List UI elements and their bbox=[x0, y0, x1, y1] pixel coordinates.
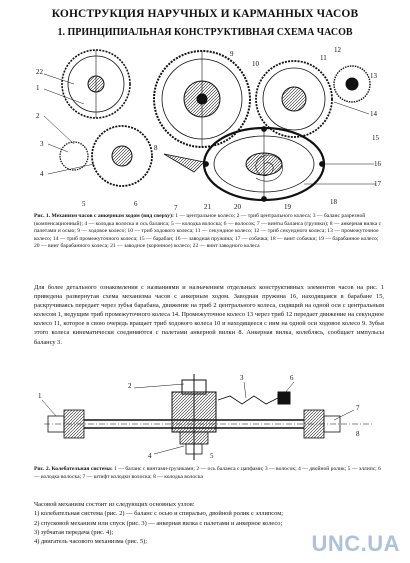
figure-2-balance-drawing bbox=[34, 370, 384, 462]
figure-1-mechanism-drawing bbox=[34, 44, 384, 212]
page-title: КОНСТРУКЦИЯ НАРУЧНЫХ И КАРМАННЫХ ЧАСОВ bbox=[51, 8, 359, 20]
watermark: UNC.UA bbox=[311, 531, 400, 556]
callout: 9 bbox=[230, 50, 234, 58]
callout: 21 bbox=[204, 203, 211, 211]
figure-1-caption-text: 1 — центральное колесо; 2 — триб центрального колеса; 3 — баланс разрезной (компенсационный); 4 — колодка волоска и ось баланса; 5 — колодка волоска; 6 — волосок; 7 — винты баланса (грузики); 8 — анкерная вилка с палетами и осью; 9 — ходовое колесо; 10 — триб ходового колеса; 11 — секундное колесо; 12 — триб секундного колеса; 13 — промежуточное колесо; 14 — триб промежуточного колеса; 15 — барабан; 16 — заводная пружина; 17 — собачка; 18 — винт собачки; 19 — барабанное колесо; 20 — винт барабанного колеса; 21 — заводное (коронное) колесо; 22 — винт заводного колеса bbox=[34, 213, 382, 250]
callout: 16 bbox=[374, 160, 381, 168]
callout: 22 bbox=[36, 68, 43, 76]
callout: 8 bbox=[154, 144, 158, 152]
callout: 3 bbox=[40, 140, 44, 148]
callout: 3 bbox=[240, 374, 244, 382]
callout: 8 bbox=[356, 430, 360, 438]
callout: 2 bbox=[36, 112, 40, 120]
callout: 18 bbox=[330, 198, 337, 206]
list-item: 3) зубчатая передача (рис. 4); bbox=[34, 528, 114, 536]
callout: 4 bbox=[148, 452, 152, 460]
callout: 11 bbox=[320, 54, 327, 62]
figure-1-caption bbox=[34, 213, 384, 251]
list-item: 2) спусковой механизм или спуск (рис. 3) — анкерная вилка с палетами и анкерное колесо; bbox=[34, 519, 283, 527]
callout: 5 bbox=[210, 452, 214, 460]
callout: 14 bbox=[370, 110, 377, 118]
list-intro: Часовой механизм состоит из следующих основных узлов: bbox=[34, 501, 195, 508]
callout: 15 bbox=[372, 134, 379, 142]
callout: 1 bbox=[36, 84, 40, 92]
callout: 10 bbox=[252, 60, 259, 68]
callout: 20 bbox=[234, 203, 241, 211]
figure-1-caption-title: Рис. 1. Механизм часов с анкерным ходом (вид сверху): bbox=[34, 213, 174, 219]
callout: 17 bbox=[374, 180, 381, 188]
callout: 19 bbox=[284, 203, 291, 211]
callout: 4 bbox=[40, 170, 44, 178]
callout: 6 bbox=[290, 374, 294, 382]
figure-2-caption-text: 1 — баланс с винтами-грузиками; 2 — ось баланса с цапфами; 3 — волосок; 4 — двойной ролик; 5 — эллипс; 6 — колодка волоска; 7 — штифт колодки волоска; 8 — колодка волоска bbox=[34, 466, 381, 480]
body-paragraph: Для более детального ознакомления с названиями и назначением отдельных конструктивных элементов часов на рис. 1 приведена развернутая схема механизма часов с анкерным ходом. Заводная пружина 16, находящаяся в барабане 15, раскручиваясь передает через зубья барабана, движение на триб 2 центрального колеса, сидящий на одной оси с центральным колесом 1, ведущим триб промежуточного колеса 14. Промежуточное колесо 13 через триб 12 передает движение на секундное колесо 11, которое в свою очередь вращает триб ходового колеса 10 и находящееся с ним на одной оси ходовое колесо 9. Зубья этого колеса кинематически соединяются с палетами анкерной вилки 8. Анкерная вилка, колеблясь, сообщает импульсы балансу 3. bbox=[34, 284, 384, 346]
callout: 2 bbox=[128, 382, 132, 390]
callout: 7 bbox=[356, 404, 360, 412]
figure-2-caption bbox=[34, 466, 384, 481]
callout: 13 bbox=[370, 72, 377, 80]
callout: 12 bbox=[334, 46, 341, 54]
section-title: 1. ПРИНЦИПИАЛЬНАЯ КОНСТРУКТИВНАЯ СХЕМА ЧАСОВ bbox=[57, 27, 353, 38]
figure-2-caption-title: Рис. 2. Колебательная система: bbox=[34, 466, 113, 472]
callout: 7 bbox=[174, 204, 178, 212]
list-item: 1) колебательная система (рис. 2) — баланс с осью и спиралью, двойной ролик с эллипсом; bbox=[34, 510, 284, 518]
callout: 6 bbox=[134, 200, 138, 208]
callout: 1 bbox=[38, 392, 42, 400]
list-item: 4) двигатель часового механизма (рис. 5); bbox=[34, 538, 148, 546]
callout: 5 bbox=[82, 200, 86, 208]
